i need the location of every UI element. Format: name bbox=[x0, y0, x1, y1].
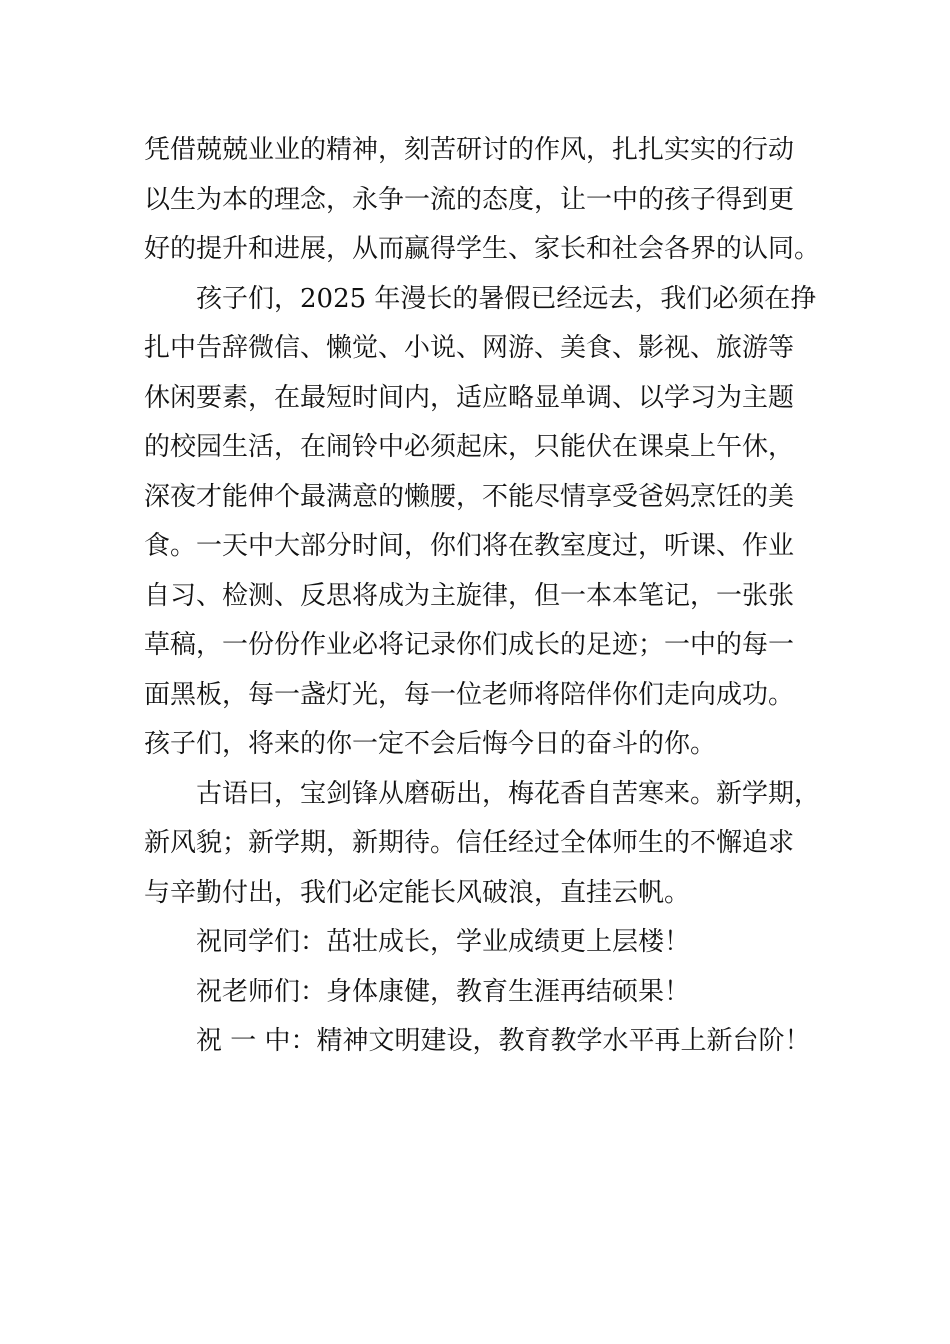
text-line: 以生为本的理念，永争一流的态度，让一中的孩子得到更 bbox=[144, 184, 795, 215]
text-line: 新风貌；新学期，新期待。信任经过全体师生的不懈追求 bbox=[144, 828, 795, 858]
text-line: 祝老师们：身体康健，教育生涯再结硕果！ bbox=[196, 976, 691, 1007]
text-line: 扎中告辞微信、懒觉、小说、网游、美食、影视、旅游等 bbox=[144, 333, 795, 363]
text-line: 祝同学们：茁壮成长，学业成绩更上层楼！ bbox=[196, 927, 691, 957]
text-line: 草稿，一份份作业必将记录你们成长的足迹；一中的每一 bbox=[144, 630, 795, 660]
text-line: 自习、检测、反思将成为主旋律，但一本本笔记，一张张 bbox=[144, 580, 795, 611]
text-line: 面黑板，每一盏灯光，每一位老师将陪伴你们走向成功。 bbox=[144, 679, 795, 710]
text-line: 好的提升和进展，从而赢得学生、家长和社会各界的认同。 bbox=[144, 234, 821, 264]
text-line: 深夜才能伸个最满意的懒腰，不能尽情享受爸妈烹饪的美 bbox=[144, 481, 795, 512]
text-line: 孩子们，将来的你一定不会后悔今日的奋斗的你。 bbox=[144, 729, 717, 759]
text-line: 休闲要素，在最短时间内，适应略显单调、以学习为主题 bbox=[144, 382, 795, 413]
text-line: 孩子们，2025 年漫长的暑假已经远去，我们必须在挣 bbox=[196, 283, 817, 314]
text-line: 与辛勤付出，我们必定能长风破浪，直挂云帆。 bbox=[144, 877, 691, 908]
text-line: 古语曰，宝剑锋从磨砺出，梅花香自苦寒来。新学期， bbox=[196, 778, 821, 809]
text-line: 祝 一 中：精神文明建设，教育教学水平再上新台阶！ bbox=[196, 1026, 811, 1056]
text-line: 凭借兢兢业业的精神，刻苦研讨的作风，扎扎实实的行动 bbox=[144, 135, 795, 165]
document-body bbox=[144, 126, 824, 1067]
text-line: 食。一天中大部分时间，你们将在教室度过，听课、作业 bbox=[144, 531, 795, 561]
text-line: 的校园生活，在闹铃中必须起床，只能伏在课桌上午休， bbox=[144, 432, 795, 462]
